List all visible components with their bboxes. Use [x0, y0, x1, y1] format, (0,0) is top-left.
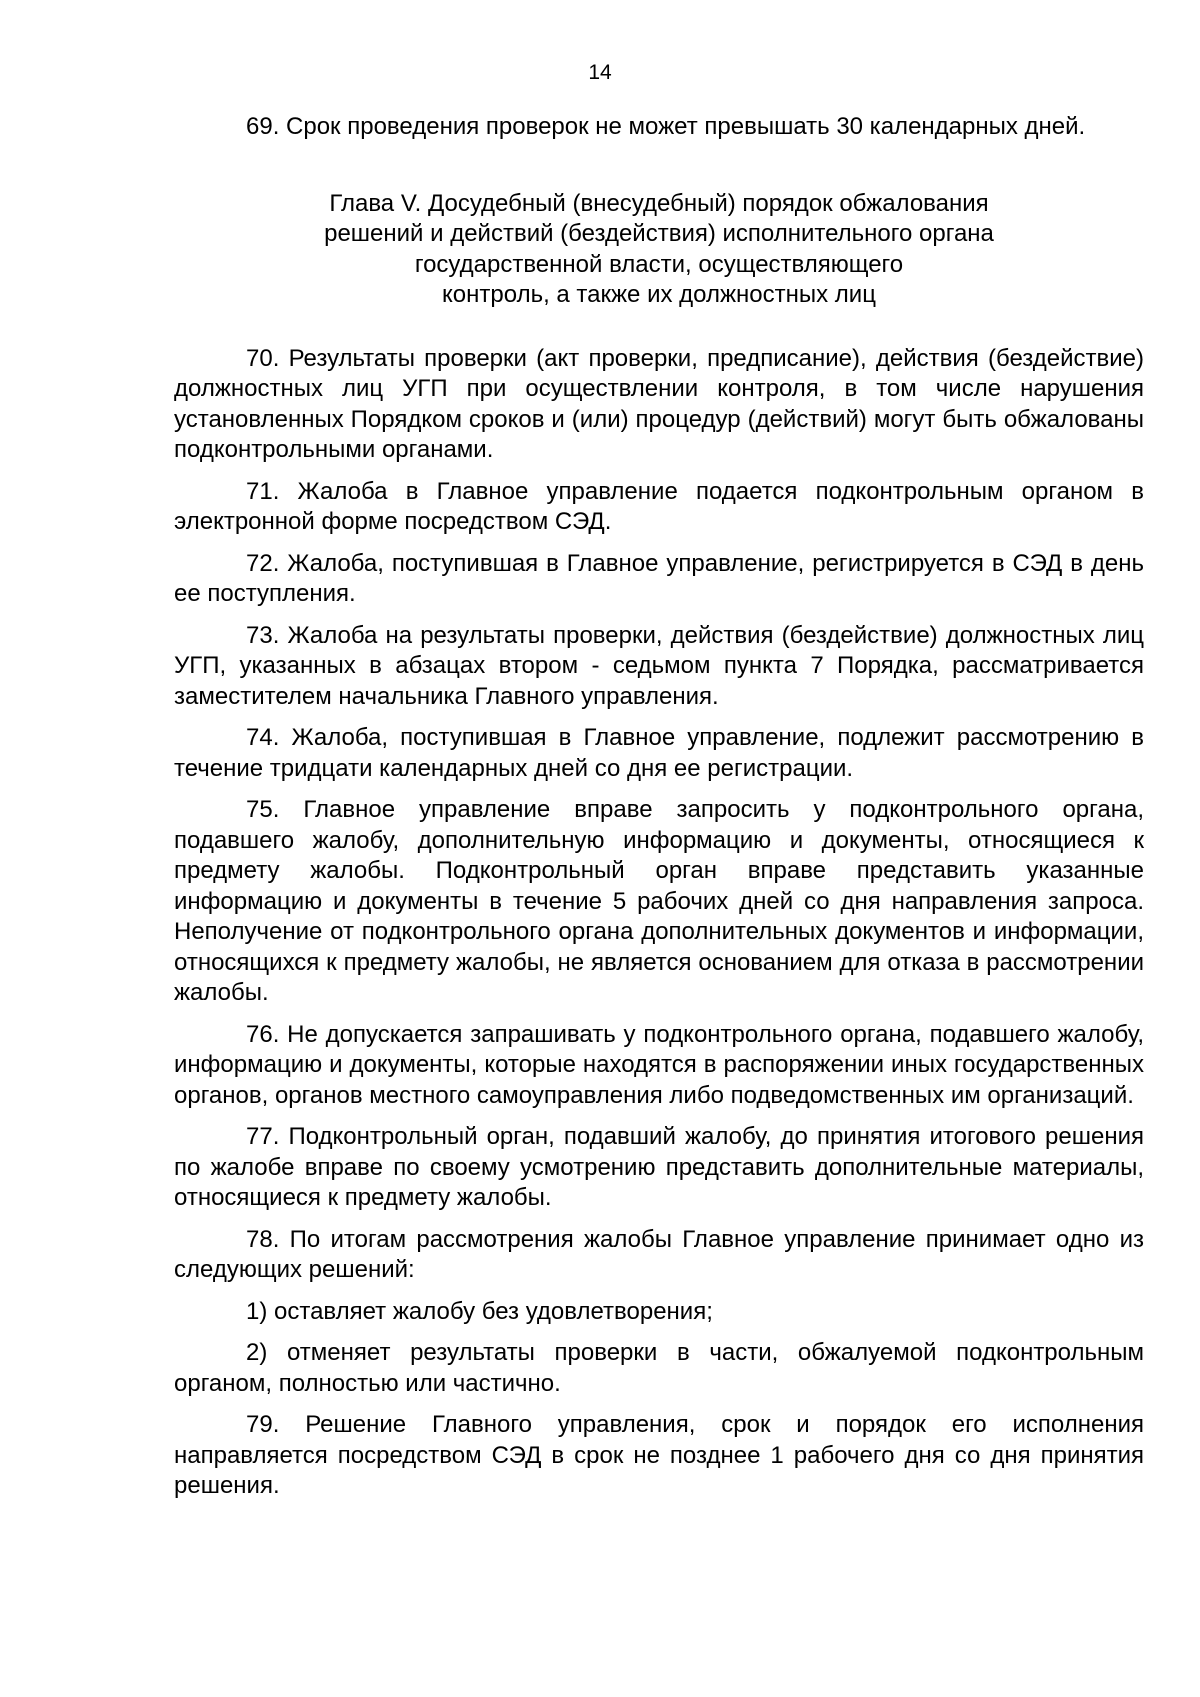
chapter-heading-line: государственной власти, осуществляющего: [414, 250, 904, 278]
paragraph-76: 76. Не допускается запрашивать у подконтрольного органа, подавшего жалобу, информацию и документы, которые находятся в распоряжении иных государственных органов, органов местного самоуправления либо подведомственных им организаций.: [174, 1020, 1144, 1109]
page-number: 14: [588, 61, 612, 84]
paragraph-77: 77. Подконтрольный орган, подавший жалобу, до принятия итогового решения по жалобе вправе по своему усмотрению представить дополнительные материалы, относящиеся к предмету жалобы.: [174, 1123, 1144, 1211]
document-body: [174, 112, 1144, 1513]
paragraph-75: 75. Главное управление вправе запросить у подконтрольного органа, подавшего жалобу, дополнительную информацию и документы, относящиеся к предмету жалобы. Подконтрольный орган вправе представить указанные информацию и документы в течение 5 рабочих дней со дня направления запроса. Неполучение от подконтрольного органа дополнительных документов и информации, относящихся к предмету жалобы, не является основанием для отказа в рассмотрении жалобы.: [174, 796, 1144, 1006]
paragraph-74: 74. Жалоба, поступившая в Главное управление, подлежит рассмотрению в течение тридцати календарных дней со дня ее регистрации.: [174, 724, 1144, 782]
chapter-heading: [279, 189, 1039, 311]
paragraph-72: 72. Жалоба, поступившая в Главное управление, регистрируется в СЭД в день ее поступления.: [174, 549, 1144, 607]
paragraph-78: 78. По итогам рассмотрения жалобы Главное управление принимает одно из следующих решений:: [174, 1225, 1144, 1283]
list-item-1: 1) оставляет жалобу без удовлетворения;: [246, 1297, 713, 1325]
paragraph-79: 79. Решение Главного управления, срок и порядок его исполнения направляется посредством СЭД в срок не позднее 1 рабочего дня со дня принятия решения.: [174, 1411, 1144, 1499]
paragraph-73: 73. Жалоба на результаты проверки, действия (бездействие) должностных лиц УГП, указанных в абзацах втором - седьмом пункта 7 Порядка, рассматривается заместителем начальника Главного управления.: [174, 621, 1144, 710]
chapter-heading-line: решений и действий (бездействия) исполнительного органа: [324, 220, 994, 247]
list-item-2: 2) отменяет результаты проверки в части, обжалуемой подконтрольным органом, полностью или частично.: [174, 1339, 1144, 1397]
paragraph-70: 70. Результаты проверки (акт проверки, предписание), действия (бездействие) должностных лиц УГП при осуществлении контроля, в том числе нарушения установленных Порядком сроков и (или) процедур (действий) могут быть обжалованы подконтрольными органами.: [174, 344, 1144, 463]
paragraph-71: 71. Жалоба в Главное управление подается подконтрольным органом в электронной форме посредством СЭД.: [174, 477, 1144, 535]
chapter-heading-line: контроль, а также их должностных лиц: [442, 281, 876, 308]
paragraph-69: 69. Срок проведения проверок не может превышать 30 календарных дней.: [246, 113, 1086, 140]
chapter-heading-line: Глава V. Досудебный (внесудебный) порядок обжалования: [329, 189, 989, 217]
